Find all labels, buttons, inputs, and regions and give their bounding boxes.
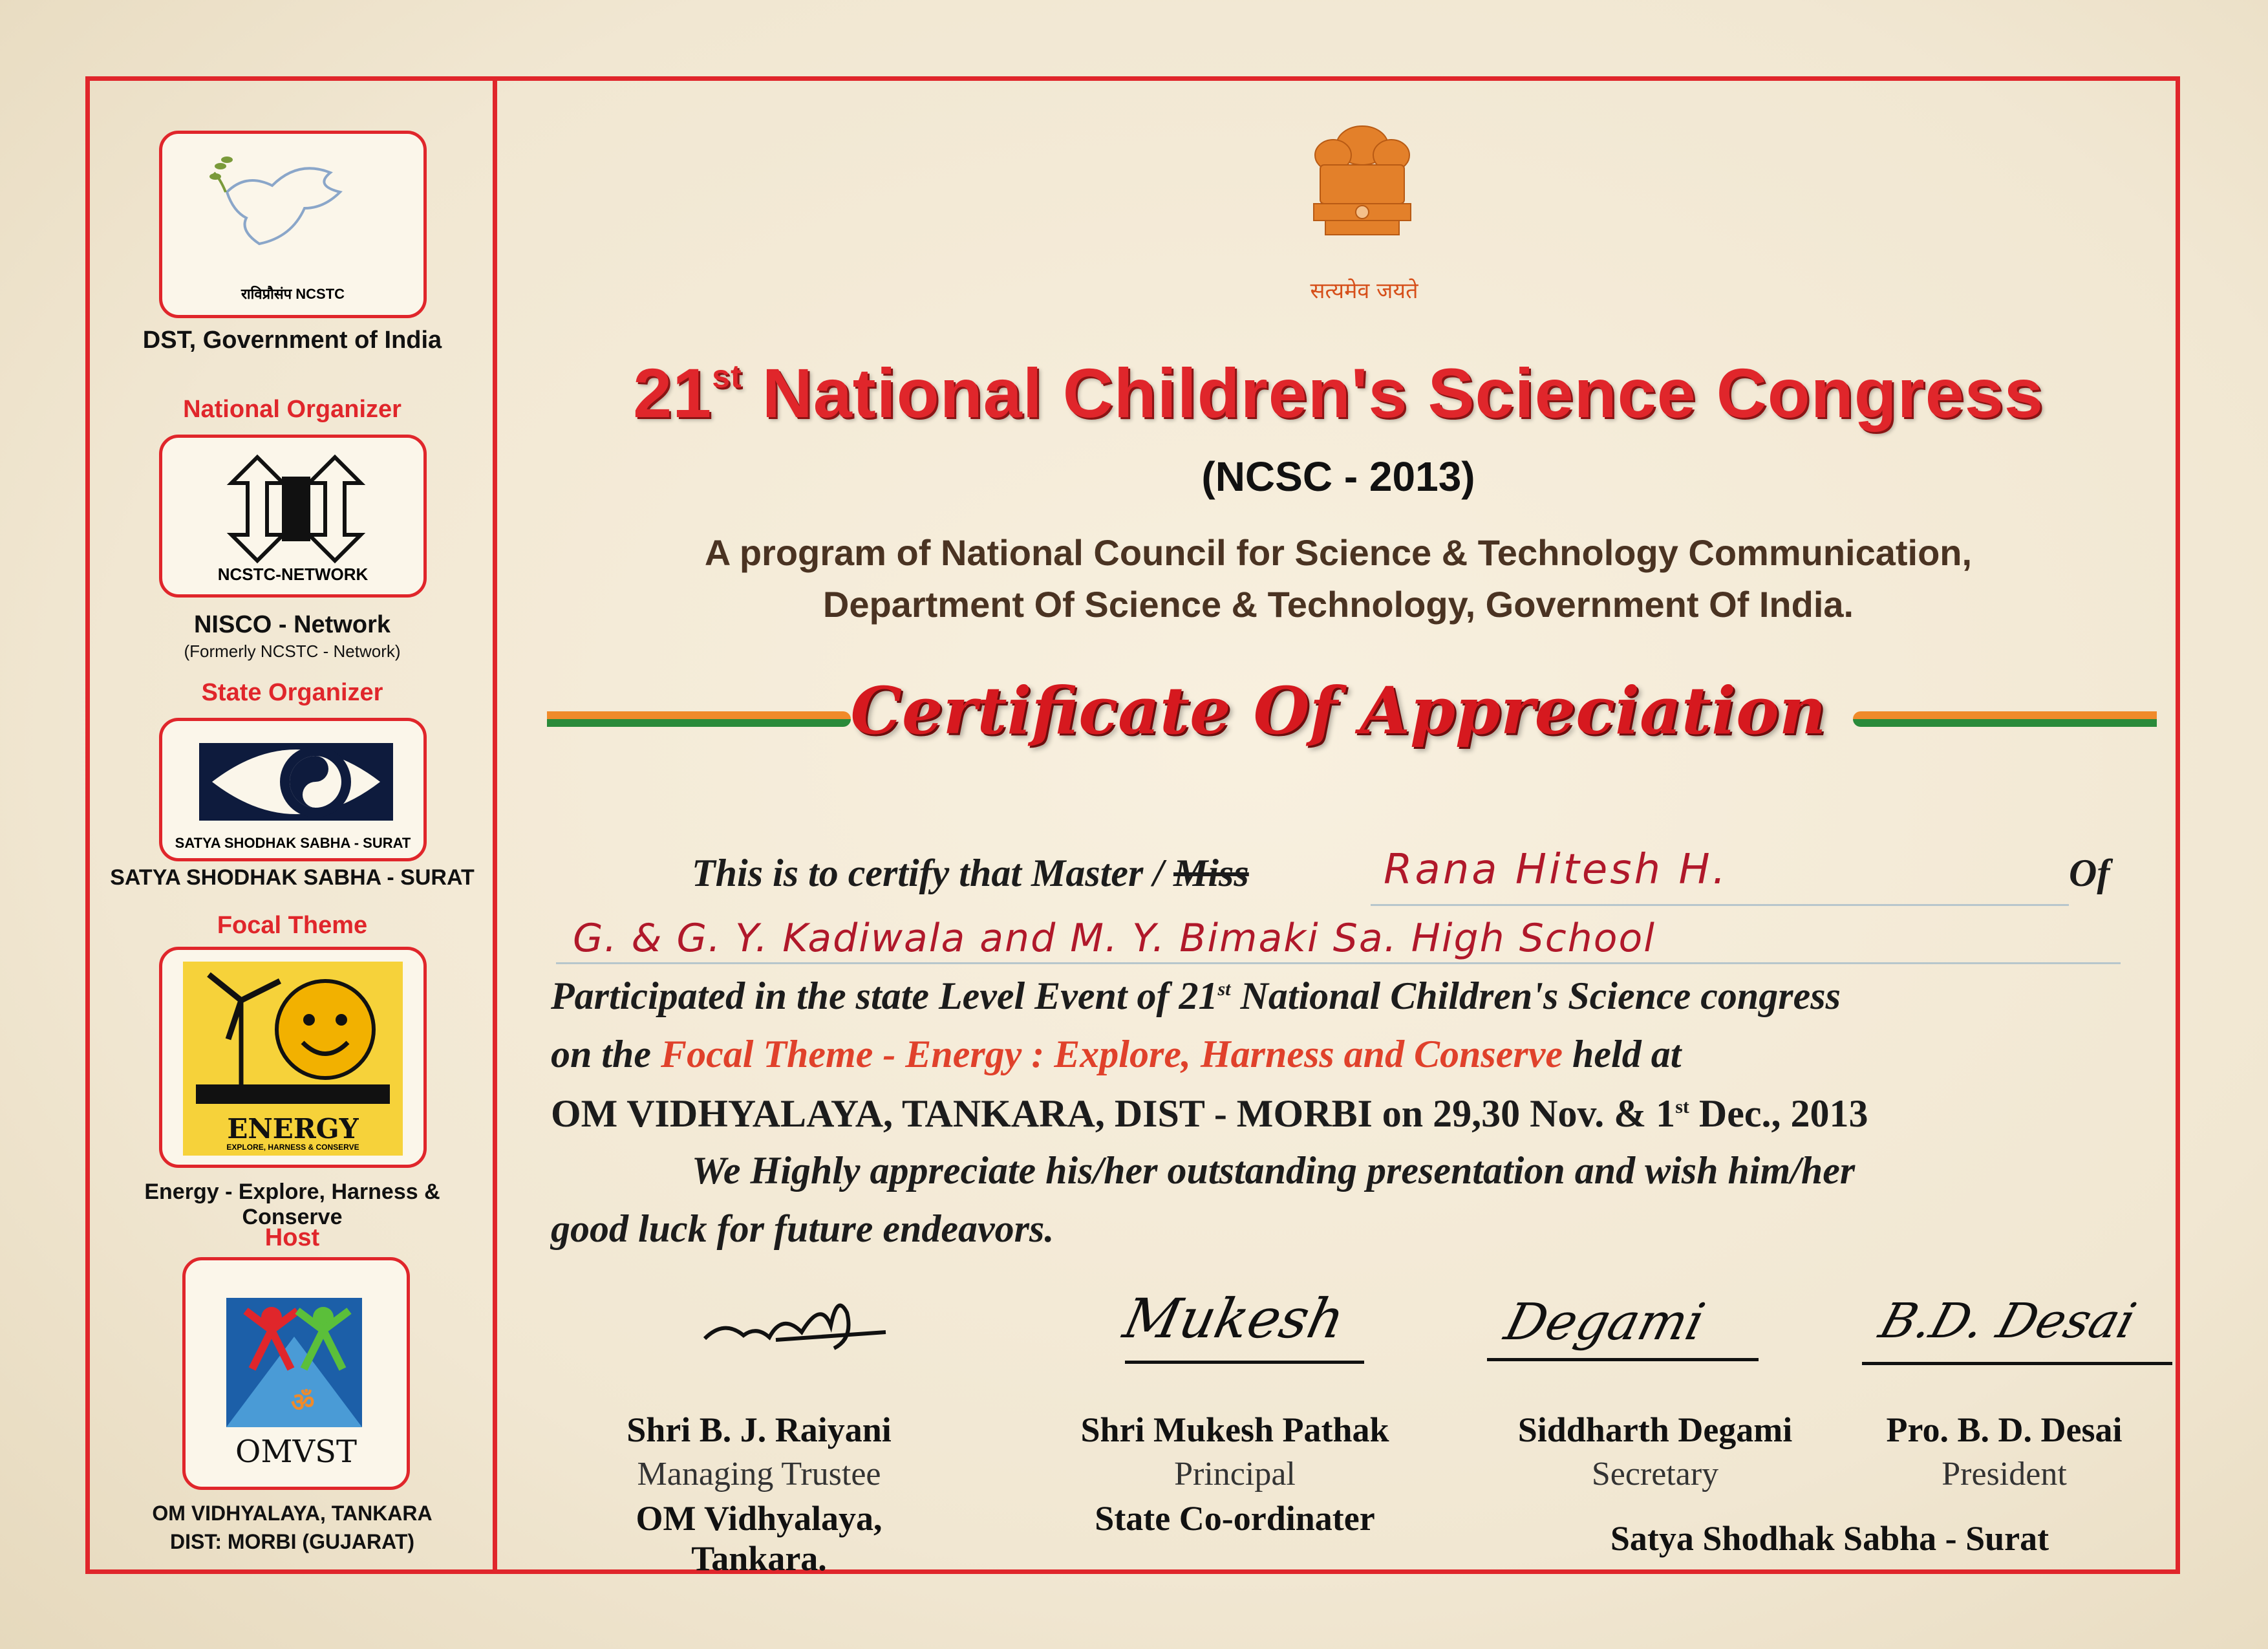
venue-suffix: Dec., 2013 xyxy=(1689,1092,1868,1135)
signature-raiyani xyxy=(698,1287,905,1364)
national-emblem-icon xyxy=(1301,116,1424,259)
signature-desai: B.D. Desai xyxy=(1873,1293,2142,1349)
signature-degami-line xyxy=(1487,1358,1759,1361)
event-subtitle: (NCSC - 2013) xyxy=(1201,453,1475,500)
program-description xyxy=(517,527,2159,630)
venue-sup: st xyxy=(1675,1096,1689,1117)
signatory-name: Siddharth Degami xyxy=(1517,1410,1793,1449)
shared-org-satya-shodhak: Satya Shodhak Sabha - Surat xyxy=(1610,1519,2049,1558)
name-underline xyxy=(1371,904,2069,906)
program-line-1: A program of National Council for Science & Technology Communication, xyxy=(704,532,1973,573)
good-luck-line: good luck for future endeavors. xyxy=(551,1207,1054,1250)
energy-logo-word: ENERGY xyxy=(227,1113,359,1145)
participation-prefix: Participated in the state Level Event of 21 xyxy=(551,975,1218,1017)
ncstc-network-logo-box xyxy=(159,435,427,598)
signatory-name: Shri B. J. Raiyani xyxy=(626,1410,892,1449)
signatory-org: OM Vidhyalaya, Tankara. xyxy=(636,1499,883,1578)
emblem-motto: सत्यमेव जयते xyxy=(1310,278,1418,304)
signatory-role: Managing Trustee xyxy=(637,1456,881,1493)
sidebar-divider xyxy=(493,76,497,1574)
certify-prefix: This is to certify that Master / xyxy=(692,852,1174,894)
participation-line xyxy=(551,974,1841,1018)
network-arrows-icon xyxy=(219,451,374,567)
omvst-figures-icon xyxy=(207,1272,388,1434)
signatory-role: President xyxy=(1942,1456,2067,1493)
of-word: Of xyxy=(2069,852,2110,894)
signature-desai-line xyxy=(1862,1362,2172,1365)
title-superscript: st xyxy=(712,358,742,394)
ssss-label: SATYA SHODHAK SABHA - SURAT xyxy=(110,865,475,890)
national-organizer-heading: National Organizer xyxy=(183,396,401,423)
certify-miss: Miss xyxy=(1173,852,1249,894)
nisco-note: (Formerly NCSTC - Network) xyxy=(184,641,401,661)
nisco-label: NISCO - Network xyxy=(193,611,391,638)
participation-sup: st xyxy=(1217,978,1231,1000)
focal-theme-line xyxy=(551,1032,1681,1077)
signatory-name: Shri Mukesh Pathak xyxy=(1080,1410,1389,1449)
focal-theme-text: Focal Theme - Energy : Explore, Harness and Conserve xyxy=(661,1033,1563,1075)
signatory-pathak xyxy=(1054,1410,1416,1538)
school-name: G. & G. Y. Kadiwala and M. Y. Bimaki Sa. High School xyxy=(573,916,1656,961)
signatory-desai xyxy=(1823,1410,2185,1493)
dst-label: DST, Government of India xyxy=(142,327,442,354)
appreciation-line: We Highly appreciate his/her outstanding presentation and wish him/her xyxy=(692,1149,1856,1192)
venue-line xyxy=(551,1092,1868,1136)
signature-pathak-line xyxy=(1125,1361,1364,1364)
school-underline xyxy=(556,962,2121,964)
focal-theme-heading: Focal Theme xyxy=(217,912,368,939)
signatory-name: Pro. B. D. Desai xyxy=(1886,1410,2123,1449)
ncstc-logo-box xyxy=(159,131,427,318)
energy-logo-tagline: EXPLORE, HARNESS & CONSERVE xyxy=(226,1143,359,1152)
focal-theme-suffix: held at xyxy=(1563,1033,1682,1075)
signatory-degami xyxy=(1474,1410,1836,1493)
sun-windmill-icon xyxy=(183,962,403,1110)
signatory-raiyani xyxy=(578,1410,940,1579)
participation-suffix: National Children's Science congress xyxy=(1230,975,1841,1017)
venue-prefix: OM VIDHYALAYA, TANKARA, DIST - MORBI on 29,30 Nov. & 1 xyxy=(551,1092,1676,1135)
signatory-org: State Co-ordinater xyxy=(1095,1499,1375,1538)
omvst-logo-box xyxy=(182,1257,410,1490)
title-number: 21 xyxy=(633,354,712,432)
ncstc-logo-caption: राविप्रौसंप NCSTC xyxy=(241,286,345,302)
energy-logo-box xyxy=(159,947,427,1168)
signatory-role: Secretary xyxy=(1591,1456,1719,1493)
omvst-logo-word: OMVST xyxy=(186,1434,407,1470)
state-organizer-heading: State Organizer xyxy=(201,679,383,706)
program-line-2: Department Of Science & Technology, Government Of India. xyxy=(822,584,1854,625)
student-name: Rana Hitesh H. xyxy=(1384,846,1728,894)
ssss-logo-box xyxy=(159,718,427,861)
energy-label: Energy - Explore, Harness & Conserve xyxy=(144,1180,440,1229)
host-line1: OM VIDHYALAYA, TANKARA xyxy=(152,1502,433,1525)
title-text: National Children's Science Congress xyxy=(742,354,2044,432)
focal-theme-prefix: on the xyxy=(551,1033,661,1075)
host-line2: DIST: MORBI (GUJARAT) xyxy=(169,1530,415,1553)
eye-icon xyxy=(186,730,406,834)
host-heading: Host xyxy=(264,1224,320,1251)
signatory-role: Principal xyxy=(1174,1456,1296,1493)
signature-pathak: Mukesh xyxy=(1118,1287,1351,1350)
ncstc-network-caption: NCSTC-NETWORK xyxy=(217,565,369,584)
certificate-main-title xyxy=(517,352,2159,433)
certify-line xyxy=(692,851,1249,896)
svg-text:ॐ: ॐ xyxy=(291,1388,315,1417)
ssss-logo-caption: SATYA SHODHAK SABHA - SURAT xyxy=(175,835,411,851)
dove-icon xyxy=(201,147,395,270)
signature-degami: Degami xyxy=(1499,1293,1711,1352)
certificate-type-title: Certificate Of Appreciation xyxy=(850,673,1826,749)
